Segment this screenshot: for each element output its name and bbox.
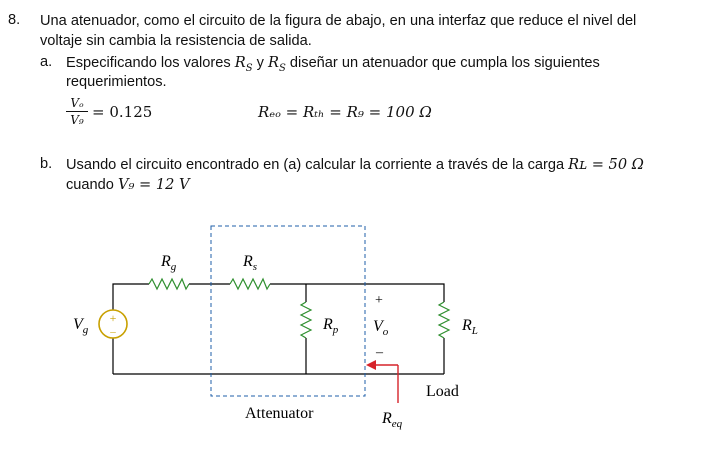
source-plus-sign: +: [109, 311, 117, 325]
vg-equation: V₉ = 12 V: [117, 176, 190, 193]
vo-minus: –: [376, 345, 383, 360]
part-b-label: b.: [40, 156, 53, 172]
part-a-text-end: diseñar un atenuador que cumpla los siguientes: [285, 55, 600, 71]
part-a-text-start: Especificando los valores: [66, 55, 231, 71]
source-minus-sign: –: [110, 326, 116, 338]
req-arrow-head: [366, 360, 376, 370]
rl-resistor: [439, 302, 449, 338]
part-a-label: a.: [40, 54, 53, 70]
problem-number: 8.: [8, 12, 21, 28]
rl-equation: Rʟ = 50 Ω: [568, 156, 644, 173]
intro-line-1: Una atenuador, como el circuito de la figura de abajo, en una interfaz que reduce el nivel del: [40, 13, 637, 29]
ratio-denominator: V₉: [70, 113, 84, 127]
rs-letter-2: R: [268, 54, 279, 71]
rp-label: $R_p$: [323, 316, 339, 336]
part-a-y: y: [252, 55, 268, 71]
req-label: $R_{eq}$: [382, 410, 403, 430]
req-equation: Rₑₒ = Rₜₕ = R₉ = 100 Ω: [258, 103, 432, 121]
rg-resistor: [149, 279, 189, 289]
rs-subscript: S: [245, 62, 253, 74]
rg-label: $R_g$: [161, 253, 177, 273]
rp-resistor: [301, 302, 311, 338]
ratio-numerator: Vₒ: [66, 96, 88, 112]
attenuator-box: [211, 226, 365, 396]
rl-label: $R_L$: [462, 317, 478, 337]
rs-label: $R_s$: [243, 253, 258, 273]
load-label: Load: [426, 383, 459, 400]
intro-line-2: voltaje sin cambia la resistencia de salida.: [40, 33, 312, 49]
part-b-cuando: cuando: [66, 177, 114, 193]
vo-plus: +: [375, 293, 383, 308]
rs-letter: R: [234, 54, 246, 71]
rs-resistor: [230, 279, 270, 289]
part-a-line-2: requerimientos.: [66, 74, 167, 90]
part-b-text: Usando el circuito encontrado en (a) calcular la corriente a través de la carga: [66, 157, 565, 173]
ratio-value: = 0.125: [92, 103, 153, 121]
circuit-wires: [113, 284, 444, 374]
rs-subscript-2: S: [279, 62, 286, 74]
vo-label: $V_o$: [373, 318, 389, 338]
vg-label: $V_g$: [73, 316, 89, 336]
attenuator-label: Attenuator: [245, 405, 314, 422]
